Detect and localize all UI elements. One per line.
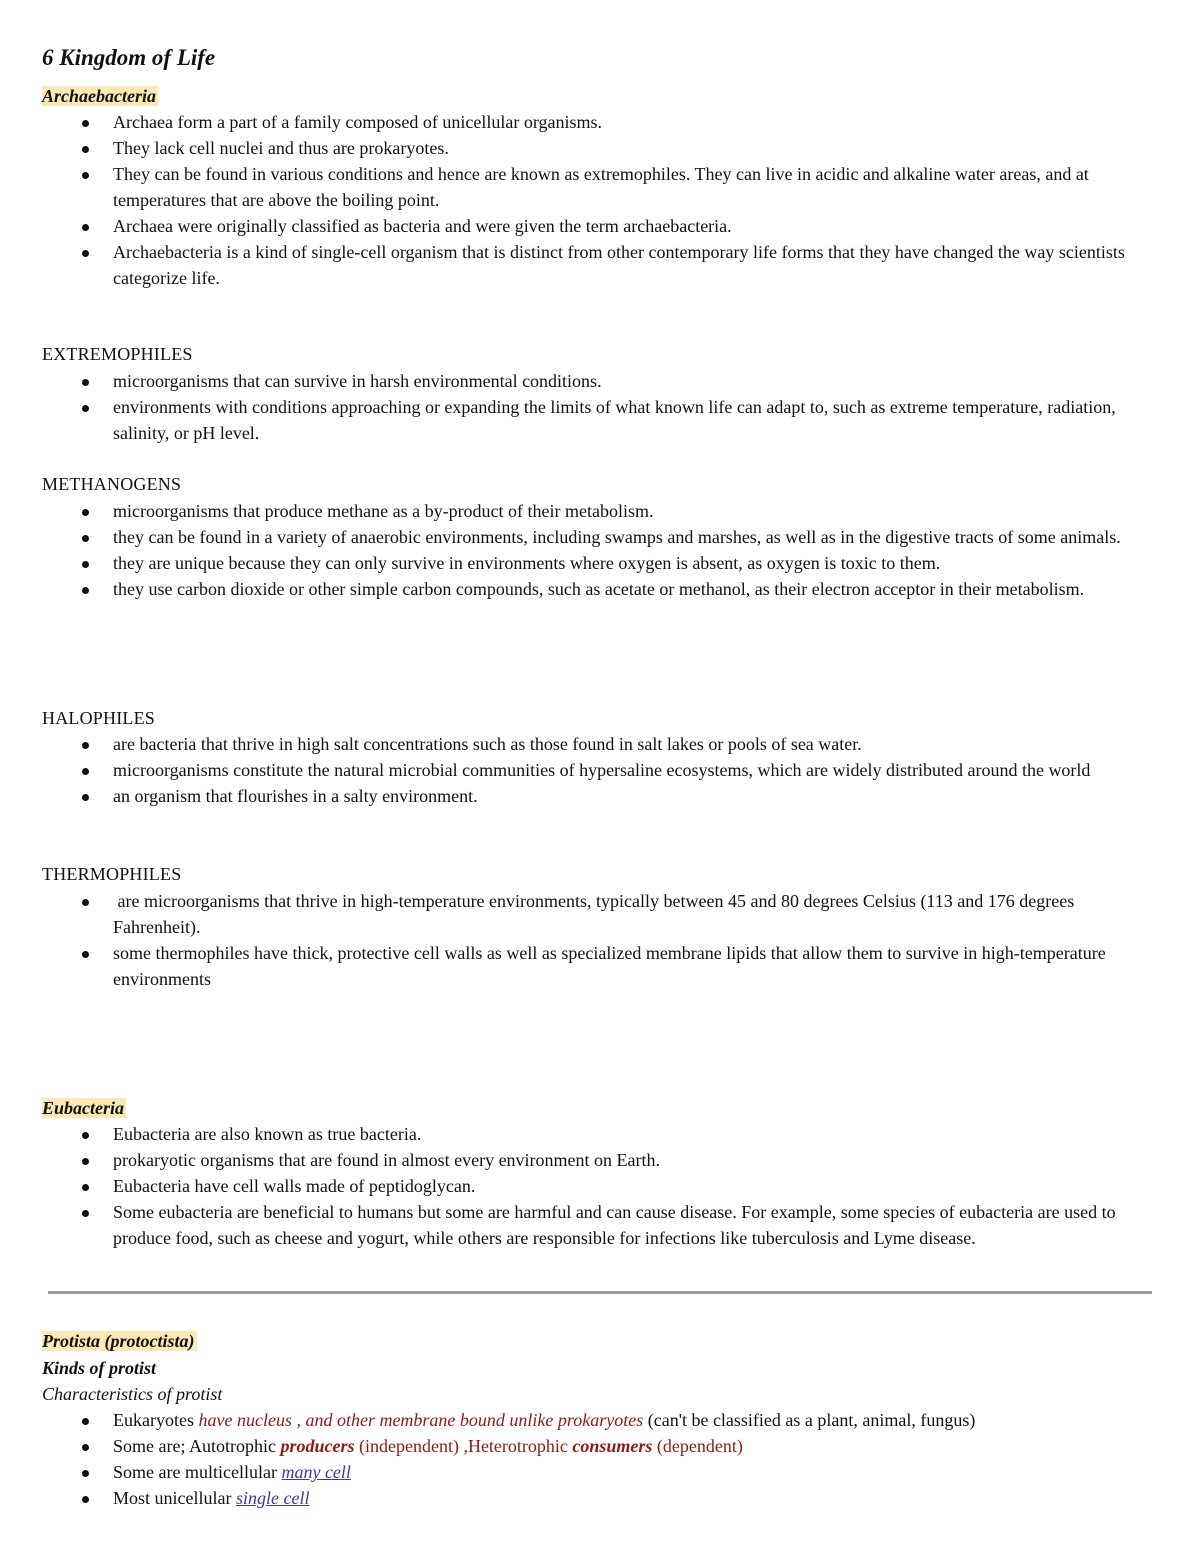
list-item-text: are microorganisms that thrive in high-temperature environments, typically between 45 and 80 degrees Celsius (113 and 176 degrees Fahrenheit). [113,891,1079,937]
halophiles-list [0,731,1200,809]
halophiles-heading: HALOPHILES [42,708,155,728]
single-cell-link[interactable]: single cell [235,1488,310,1508]
list-item [0,731,1200,757]
list-item-text: Archaebacteria is a kind of single-cell organism that is distinct from other contemporary life forms that they have changed the way scientists categorize life. [113,242,1125,288]
thermophiles-list [0,888,1200,992]
list-item [0,498,1200,524]
list-item-text: They lack cell nuclei and thus are prokaryotes. [113,138,449,158]
bullet-icon [82,742,89,749]
bullet-icon [82,379,89,386]
list-item [0,888,1200,940]
list-item-text: Eukaryotes [113,1410,199,1430]
bullet-icon [82,951,89,958]
list-item-text: Archaea form a part of a family composed of unicellular organisms. [113,112,602,132]
list-item [0,213,1200,239]
bullet-icon [82,561,89,568]
archaebacteria-heading-text: Archaebacteria [42,86,156,106]
list-item [0,757,1200,783]
bullet-icon [82,172,89,179]
list-item [0,109,1200,135]
characteristics-subheading: Characteristics of protist [42,1384,223,1404]
many-cell-link[interactable]: many cell [281,1462,351,1482]
eubacteria-heading [42,1095,126,1121]
bullet-icon [82,120,89,127]
producers-term: producers [280,1436,355,1456]
bullet-icon [82,1470,89,1477]
list-item-text: an organism that flourishes in a salty environment. [113,786,478,806]
bullet-icon [82,1496,89,1503]
list-item [0,239,1200,291]
bullet-icon [82,535,89,542]
list-item-text: Archaea were originally classified as bacteria and were given the term archaebacteria. [113,216,732,236]
eubacteria-heading-text: Eubacteria [42,1098,125,1118]
list-item [0,1433,1200,1459]
list-item [0,576,1200,602]
list-item-text: Eubacteria have cell walls made of peptidoglycan. [113,1176,476,1196]
page-title: 6 Kingdom of Life [42,45,216,70]
bullet-icon [82,405,89,412]
list-item-text: they are unique because they can only survive in environments where oxygen is absent, as oxygen is toxic to them. [113,553,941,573]
bullet-icon [82,509,89,516]
bullet-icon [82,250,89,257]
list-item-text: they can be found in a variety of anaerobic environments, including swamps and marshes, as well as in the digestive tracts of some animals. [113,527,1121,547]
archaebacteria-list [0,109,1200,291]
list-item-text: Most unicellular [113,1488,236,1508]
bullet-icon [82,1210,89,1217]
bullet-icon [82,794,89,801]
extremophiles-list [0,368,1200,446]
list-item-text: are bacteria that thrive in high salt concentrations such as those found in salt lakes or pools of sea water. [113,734,862,754]
list-item-text: microorganisms that can survive in harsh environmental conditions. [113,371,602,391]
list-item-text: Some are multicellular [113,1462,282,1482]
methanogens-heading: METHANOGENS [42,474,182,494]
bullet-icon [82,1444,89,1451]
emphasis-text: have nucleus , and other membrane bound unlike prokaryotes [198,1410,644,1430]
bullet-icon [82,146,89,153]
bullet-icon [82,1184,89,1191]
list-item [0,368,1200,394]
list-item-text: (dependent) [652,1436,743,1456]
list-item [0,1199,1200,1251]
bullet-icon [82,899,89,906]
archaebacteria-heading [42,83,158,109]
bullet-icon [82,1158,89,1165]
protista-heading [42,1328,197,1354]
list-item-text: Some eubacteria are beneficial to humans but some are harmful and can cause disease. For example, some species of eubacteria are used to produce food, such as cheese and yogurt, while others are responsible for infections like tuberculosis and Lyme disease. [113,1202,1116,1248]
bullet-icon [82,768,89,775]
list-item-text: They can be found in various conditions and hence are known as extremophiles. They can live in acidic and alkaline water areas, and at temperatures that are above the boiling point. [113,164,1089,210]
list-item-text: environments with conditions approaching or expanding the limits of what known life can adapt to, such as extreme temperature, radiation, salinity, or pH level. [113,397,1116,443]
list-item [0,1121,1200,1147]
list-item-text: some thermophiles have thick, protective cell walls as well as specialized membrane lipids that allow them to survive in high-temperature environments [113,943,1106,989]
extremophiles-heading: EXTREMOPHILES [42,344,193,364]
thermophiles-heading: THERMOPHILES [42,864,182,884]
list-item [0,135,1200,161]
list-item [0,783,1200,809]
bullet-icon [82,224,89,231]
list-item-text: Some are; Autotrophic [113,1436,281,1456]
list-item [0,394,1200,446]
list-item-text: prokaryotic organisms that are found in almost every environment on Earth. [113,1150,661,1170]
list-item [0,524,1200,550]
list-item [0,1459,1200,1485]
list-item [0,940,1200,992]
list-item-text: microorganisms constitute the natural microbial communities of hypersaline ecosystems, which are widely distributed around the world [113,760,1091,780]
list-item [0,1147,1200,1173]
bullet-icon [82,587,89,594]
horizontal-divider [48,1291,1152,1294]
protista-list [0,1407,1200,1511]
kinds-of-protist-subheading: Kinds of protist [42,1358,157,1378]
protista-heading-text: Protista (protoctista) [42,1331,195,1351]
list-item [0,1407,1200,1433]
bullet-icon [82,1132,89,1139]
bullet-icon [82,1418,89,1425]
list-item-text: Eubacteria are also known as true bacteria. [113,1124,422,1144]
list-item [0,161,1200,213]
list-item [0,1485,1200,1511]
list-item-text: (can't be classified as a plant, animal, fungus) [643,1410,976,1430]
list-item-text: microorganisms that produce methane as a by-product of their metabolism. [113,501,654,521]
list-item [0,1173,1200,1199]
list-item-text: (independent) ,Heterotrophic [354,1436,573,1456]
list-item [0,550,1200,576]
consumers-term: consumers [572,1436,653,1456]
list-item-text: they use carbon dioxide or other simple carbon compounds, such as acetate or methanol, as their electron acceptor in their metabolism. [113,579,1085,599]
methanogens-list [0,498,1200,602]
eubacteria-list [0,1121,1200,1251]
